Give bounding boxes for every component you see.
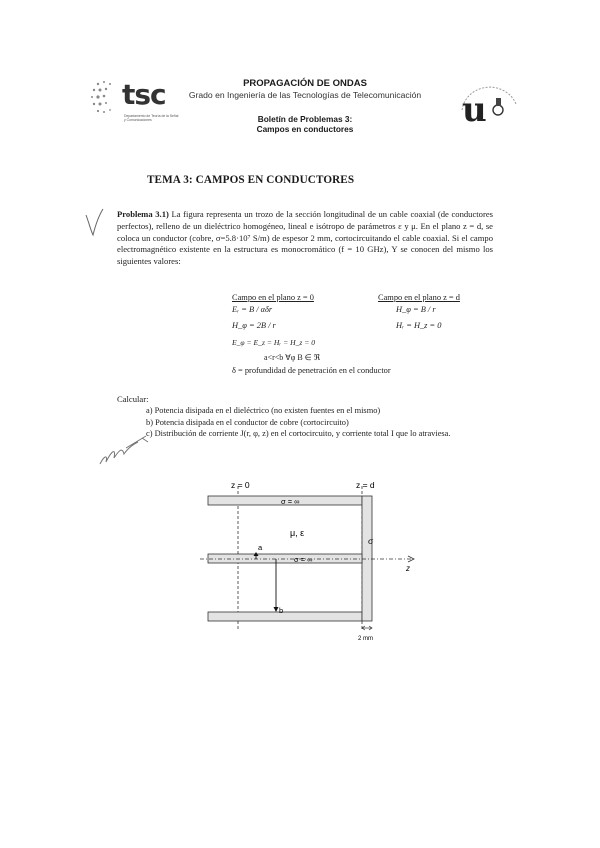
- problem-text: La figura representa un trozo de la sección longitudinal de un cable coaxial (de conductores perfectos), relleno de un dieléctrico homogéneo, lineal e isótropo de parámetros ε y μ. En el plano z = d, se coloca un conductor (cobre, σ=5.8·10⁷ S/m) de espesor 2 mm, cortocircuitando el cable coaxial. Si el campo electromagnético existente en la estructura es monocromático (f = 10 GHz), Y se conocen del mismo los siguientes valores:: [117, 209, 493, 267]
- equation-er: Eᵣ = B / αδr: [232, 305, 273, 314]
- bulletin-line-2: Campos en conductores: [256, 124, 354, 134]
- topic-title: TEMA 3: CAMPOS EN CONDUCTORES: [147, 174, 355, 186]
- calc-item-b: b) Potencia disipada en el conductor de cobre (cortocircuito): [146, 417, 349, 427]
- course-title: PROPAGACIÓN DE ONDAS: [243, 78, 367, 89]
- bulletin-title: [205, 114, 405, 134]
- domain-conditions: a<r<b ∀φ B ∈ ℜ: [264, 353, 321, 362]
- problem-statement: [117, 209, 493, 268]
- z-axis-label: z: [406, 564, 410, 573]
- calc-item-c: c) Distribución de corriente J(r, φ, z) en el cortocircuito, y corriente total I que lo atraviesa.: [146, 429, 451, 439]
- radius-b-arrowhead-icon: [274, 607, 279, 612]
- inner-sigma-label: σ = ∞: [294, 555, 313, 564]
- tsc-logo: [88, 78, 178, 130]
- uc-letter: u: [462, 90, 487, 130]
- label-zd: z = d: [356, 480, 375, 490]
- label-z0: z = 0: [231, 480, 250, 490]
- delta-definition: δ = profundidad de penetración en el conductor: [232, 366, 391, 375]
- logo-subtitle: Departamento de Teoría de la Señal y Comunicaciones: [124, 114, 179, 122]
- problem-label: Problema 3.1): [117, 209, 169, 219]
- fields-header-zd: Campo en el plano z = d: [378, 293, 460, 302]
- check-mark-icon: [84, 207, 104, 237]
- calc-items: [146, 405, 496, 440]
- equation-hphi-z0: H_φ = 2B / r: [232, 321, 276, 330]
- university-logo: [452, 80, 524, 136]
- equation-hphi-zd: H_φ = B / r: [396, 305, 436, 314]
- radius-a-label: a: [258, 543, 263, 552]
- inner-conductor: [208, 554, 362, 563]
- radius-b-label: b: [279, 606, 284, 615]
- coaxial-figure: [198, 478, 418, 650]
- outer-conductor-bottom: [208, 612, 362, 621]
- bulletin-line-1: Boletín de Problemas 3:: [257, 114, 353, 124]
- logo-word: tsc: [122, 78, 166, 111]
- equation-hr-hz-zd: Hᵣ = H_z = 0: [396, 321, 442, 330]
- medium-label: μ, ε: [290, 528, 305, 538]
- calc-item-a: a) Potencia disipada en el dieléctrico (no existen fuentes en el mismo): [146, 406, 381, 415]
- thickness-label: 2 mm: [358, 636, 373, 642]
- equation-zero-components: E_φ = E_z = Hᵣ = H_z = 0: [232, 338, 316, 347]
- handwriting-scribble-icon: [96, 428, 152, 468]
- calc-label: Calcular:: [117, 394, 149, 404]
- fields-header-z0: Campo en el plano z = 0: [232, 293, 314, 302]
- degree-title: Grado en Ingeniería de las Tecnologías de Telecomunicación: [188, 90, 422, 100]
- outer-sigma-label: σ = ∞: [281, 497, 300, 506]
- sigma-label: σ: [368, 536, 374, 546]
- short-circuit-conductor: [362, 496, 372, 621]
